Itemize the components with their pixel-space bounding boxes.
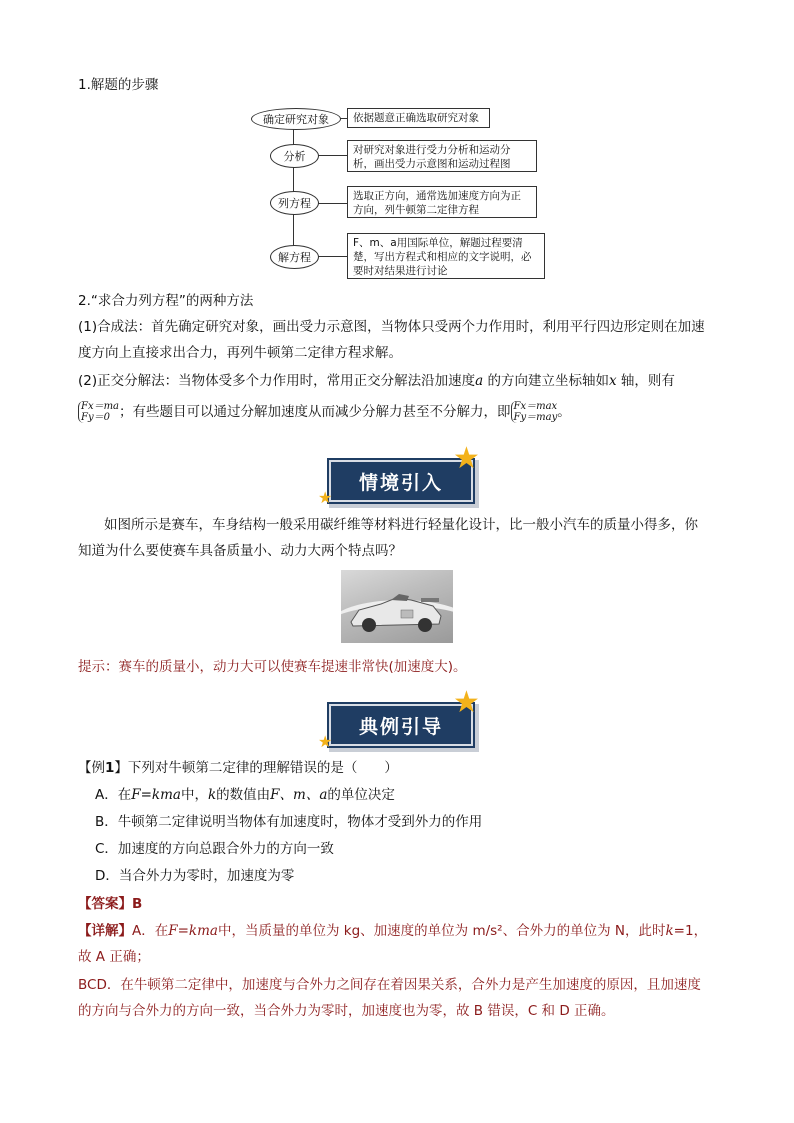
example-tag: 【例 — [78, 760, 105, 776]
star-icon: ★ — [453, 441, 480, 476]
answer-tag: 【答案】 — [78, 896, 132, 912]
hint-text: 提示：赛车的质量小，动力大可以使赛车提速非常快(加速度大)。 — [78, 659, 467, 675]
option-a — [95, 782, 395, 808]
option-a-mid: 中， — [180, 787, 208, 803]
race-car-image — [341, 570, 453, 643]
section1-title: 1.解题的步骤 — [78, 77, 159, 93]
flow-step-3-desc: 选取正方向，通常选加速度方向为正方向，列牛顿第二定律方程 — [347, 186, 537, 218]
eq1-a: Fx＝ma — [81, 401, 120, 412]
answer-value: B — [132, 896, 143, 912]
eq1-b: Fy＝0 — [81, 412, 110, 423]
flow-arrow-3 — [317, 203, 347, 204]
answer — [78, 891, 142, 917]
p2-line2-text: ；有些题目可以通过分解加速度从而减少分解力甚至不分解力，即 — [119, 404, 511, 420]
option-d: D．当合外力为零时，加速度为零 — [95, 868, 295, 884]
example-question-text: 下列对牛顿第二定律的理解错误的是（ ） — [127, 760, 398, 776]
flow-step-2-oval: 分析 — [270, 144, 319, 168]
scenario-line1: 如图所示是赛车，车身结构一般采用碳纤维等材料进行轻量化设计，比一般小汽车的质量小得多，你 — [104, 517, 698, 533]
option-a-vars: F、m、a — [270, 787, 328, 803]
detail-bcd-line1: BCD．在牛顿第二定律中，加速度与合外力之间存在着因果关系，合外力是产生加速度的原因，且加速度 — [78, 977, 701, 993]
detail-a-formula: F=kma — [168, 923, 218, 939]
star-icon: ★ — [453, 685, 480, 720]
detail-a-end: =1， — [673, 923, 708, 939]
star-icon-small: ★ — [318, 488, 333, 507]
star-icon-small: ★ — [318, 732, 333, 751]
p2-var-x: x — [608, 373, 617, 389]
detail-a-mid: 中，当质量的单位为 kg、加速度的单位为 m/s²、合外力的单位为 N，此时 — [217, 923, 666, 939]
section2-p2-line2 — [78, 400, 571, 424]
option-c: C．加速度的方向总跟合外力的方向一致 — [95, 841, 334, 857]
option-a-formula: F=kma — [131, 787, 181, 803]
flow-step-1-desc: 依据题意正确选取研究对象 — [347, 108, 490, 128]
section2-title: 2.“求合力列方程”的两种方法 — [78, 293, 254, 309]
p2-var-a: a — [475, 373, 484, 389]
detail-bcd-line2: 的方向与合外力的方向一致，当合外力为零时，加速度也为零，故 B 错误，C 和 D 正确。 — [78, 1003, 615, 1019]
scenario-line2: 知道为什么要使赛车具备质量小、动力大两个特点吗？ — [78, 543, 402, 559]
flow-step-3-oval: 列方程 — [270, 191, 319, 215]
detail-line1 — [78, 918, 707, 944]
banner-example: 典例引导 — [329, 704, 473, 746]
flow-step-2-desc: 对研究对象进行受力分析和运动分析，画出受力示意图和运动过程图 — [347, 140, 537, 172]
equation-set-1 — [78, 401, 119, 423]
detail-line2: 故 A 正确； — [78, 949, 150, 965]
example-question — [78, 755, 398, 781]
option-a-pre: A．在 — [95, 787, 132, 803]
section2-p1-line2: 度方向上直接求出合力，再列牛顿第二定律方程求解。 — [78, 345, 402, 361]
eq2-b: Fy＝may — [513, 412, 558, 423]
detail-a-k: k — [665, 923, 674, 939]
equation-set-2 — [511, 401, 558, 423]
flow-arrow-2 — [317, 155, 347, 156]
detail-tag: 【详解】 — [78, 923, 132, 939]
p2-text: (2)正交分解法：当物体受多个力作用时，常用正交分解法沿加速度 — [78, 373, 476, 389]
section2-p2-line1 — [78, 368, 675, 394]
p2-line2-end: 。 — [557, 404, 571, 420]
flow-step-1-oval: 确定研究对象 — [251, 108, 341, 130]
option-a-post: 的数值由 — [216, 787, 271, 803]
flow-step-4-desc: F、m、a用国际单位，解题过程要清楚，写出方程式和相应的文字说明，必要时对结果进行讨论 — [347, 233, 545, 279]
flow-step-4-oval: 解方程 — [270, 245, 319, 269]
p2-text-mid: 的方向建立坐标轴如 — [483, 373, 609, 389]
banner-scenario: 情境引入 — [329, 460, 473, 502]
p2-text-end: 轴，则有 — [616, 373, 675, 389]
option-a-k: k — [207, 787, 217, 803]
flow-arrow-4 — [317, 256, 347, 257]
eq2-a: Fx＝max — [513, 401, 558, 412]
example-num: 1 — [105, 760, 115, 776]
detail-a-pre: A．在 — [132, 923, 169, 939]
race-car-icon — [341, 570, 453, 643]
section2-p1-line1: (1)合成法：首先确定研究对象，画出受力示意图，当物体只受两个力作用时，利用平行四边形定则在加速 — [78, 319, 705, 335]
example-tag-end: 】 — [114, 760, 128, 776]
option-a-end: 的单位决定 — [327, 787, 395, 803]
option-b: B．牛顿第二定律说明当物体有加速度时，物体才受到外力的作用 — [95, 814, 483, 830]
